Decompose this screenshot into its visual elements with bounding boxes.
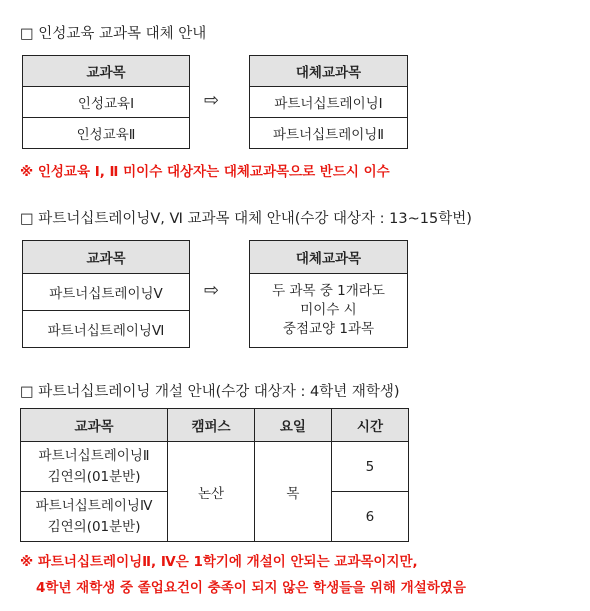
course-instructor: 김연의(01분반) bbox=[47, 518, 141, 535]
table-header: 대체교과목 bbox=[250, 56, 408, 87]
section1-substitute-table bbox=[249, 55, 408, 149]
section1-course-table bbox=[22, 55, 190, 149]
right-arrow-icon: ⇨ bbox=[204, 90, 220, 111]
table-cell: 파트너십트레이닝Ⅰ bbox=[250, 87, 408, 118]
table-cell: 인성교육Ⅰ bbox=[23, 87, 190, 118]
right-arrow-icon: ⇨ bbox=[204, 280, 220, 301]
table-cell: 인성교육Ⅱ bbox=[23, 118, 190, 149]
table-cell: 파트너십트레이닝Ⅱ bbox=[250, 118, 408, 149]
section3-note-line1: ※ 파트너십트레이닝Ⅱ, Ⅳ은 1학기에 개설이 안되는 교과목이지만, bbox=[20, 554, 418, 570]
time-cell: 5 bbox=[331, 442, 408, 492]
substitute-line: 중점교양 1과목 bbox=[282, 321, 375, 337]
substitute-line: 두 과목 중 1개라도 bbox=[272, 283, 385, 299]
course-instructor: 김연의(01분반) bbox=[47, 468, 141, 485]
table-header: 요일 bbox=[254, 409, 331, 442]
table-header: 캠퍼스 bbox=[168, 409, 255, 442]
day-cell: 목 bbox=[254, 442, 331, 542]
course-cell bbox=[21, 442, 168, 492]
table-header: 시간 bbox=[331, 409, 408, 442]
substitute-line: 미이수 시 bbox=[300, 302, 357, 318]
course-cell bbox=[21, 492, 168, 542]
section2-heading: □ 파트너십트레이닝Ⅴ, Ⅵ 교과목 대체 안내(수강 대상자 : 13~15학번) bbox=[20, 211, 472, 227]
section3-schedule-table bbox=[20, 408, 409, 542]
table-header: 교과목 bbox=[21, 409, 168, 442]
section3-heading: □ 파트너십트레이닝 개설 안내(수강 대상자 : 4학년 재학생) bbox=[20, 384, 400, 400]
table-header: 교과목 bbox=[23, 56, 190, 87]
section2-course-table bbox=[22, 240, 190, 348]
course-name: 파트너십트레이닝Ⅳ bbox=[35, 497, 153, 514]
section1-note: ※ 인성교육 Ⅰ, Ⅱ 미이수 대상자는 대체교과목으로 반드시 이수 bbox=[20, 164, 390, 180]
table-cell: 파트너십트레이닝Ⅴ bbox=[23, 274, 190, 311]
section3-note-line2: 4학년 재학생 중 졸업요건이 충족이 되지 않은 학생들을 위해 개설하였음 bbox=[36, 580, 466, 596]
section1-heading: □ 인성교육 교과목 대체 안내 bbox=[20, 26, 207, 42]
section2-substitute-table bbox=[249, 240, 408, 348]
table-header: 대체교과목 bbox=[250, 241, 408, 274]
table-header: 교과목 bbox=[23, 241, 190, 274]
course-name: 파트너십트레이닝Ⅱ bbox=[38, 447, 150, 464]
table-cell: 파트너십트레이닝Ⅵ bbox=[23, 311, 190, 348]
time-cell: 6 bbox=[331, 492, 408, 542]
substitute-description-cell bbox=[250, 274, 408, 348]
campus-cell: 논산 bbox=[168, 442, 255, 542]
